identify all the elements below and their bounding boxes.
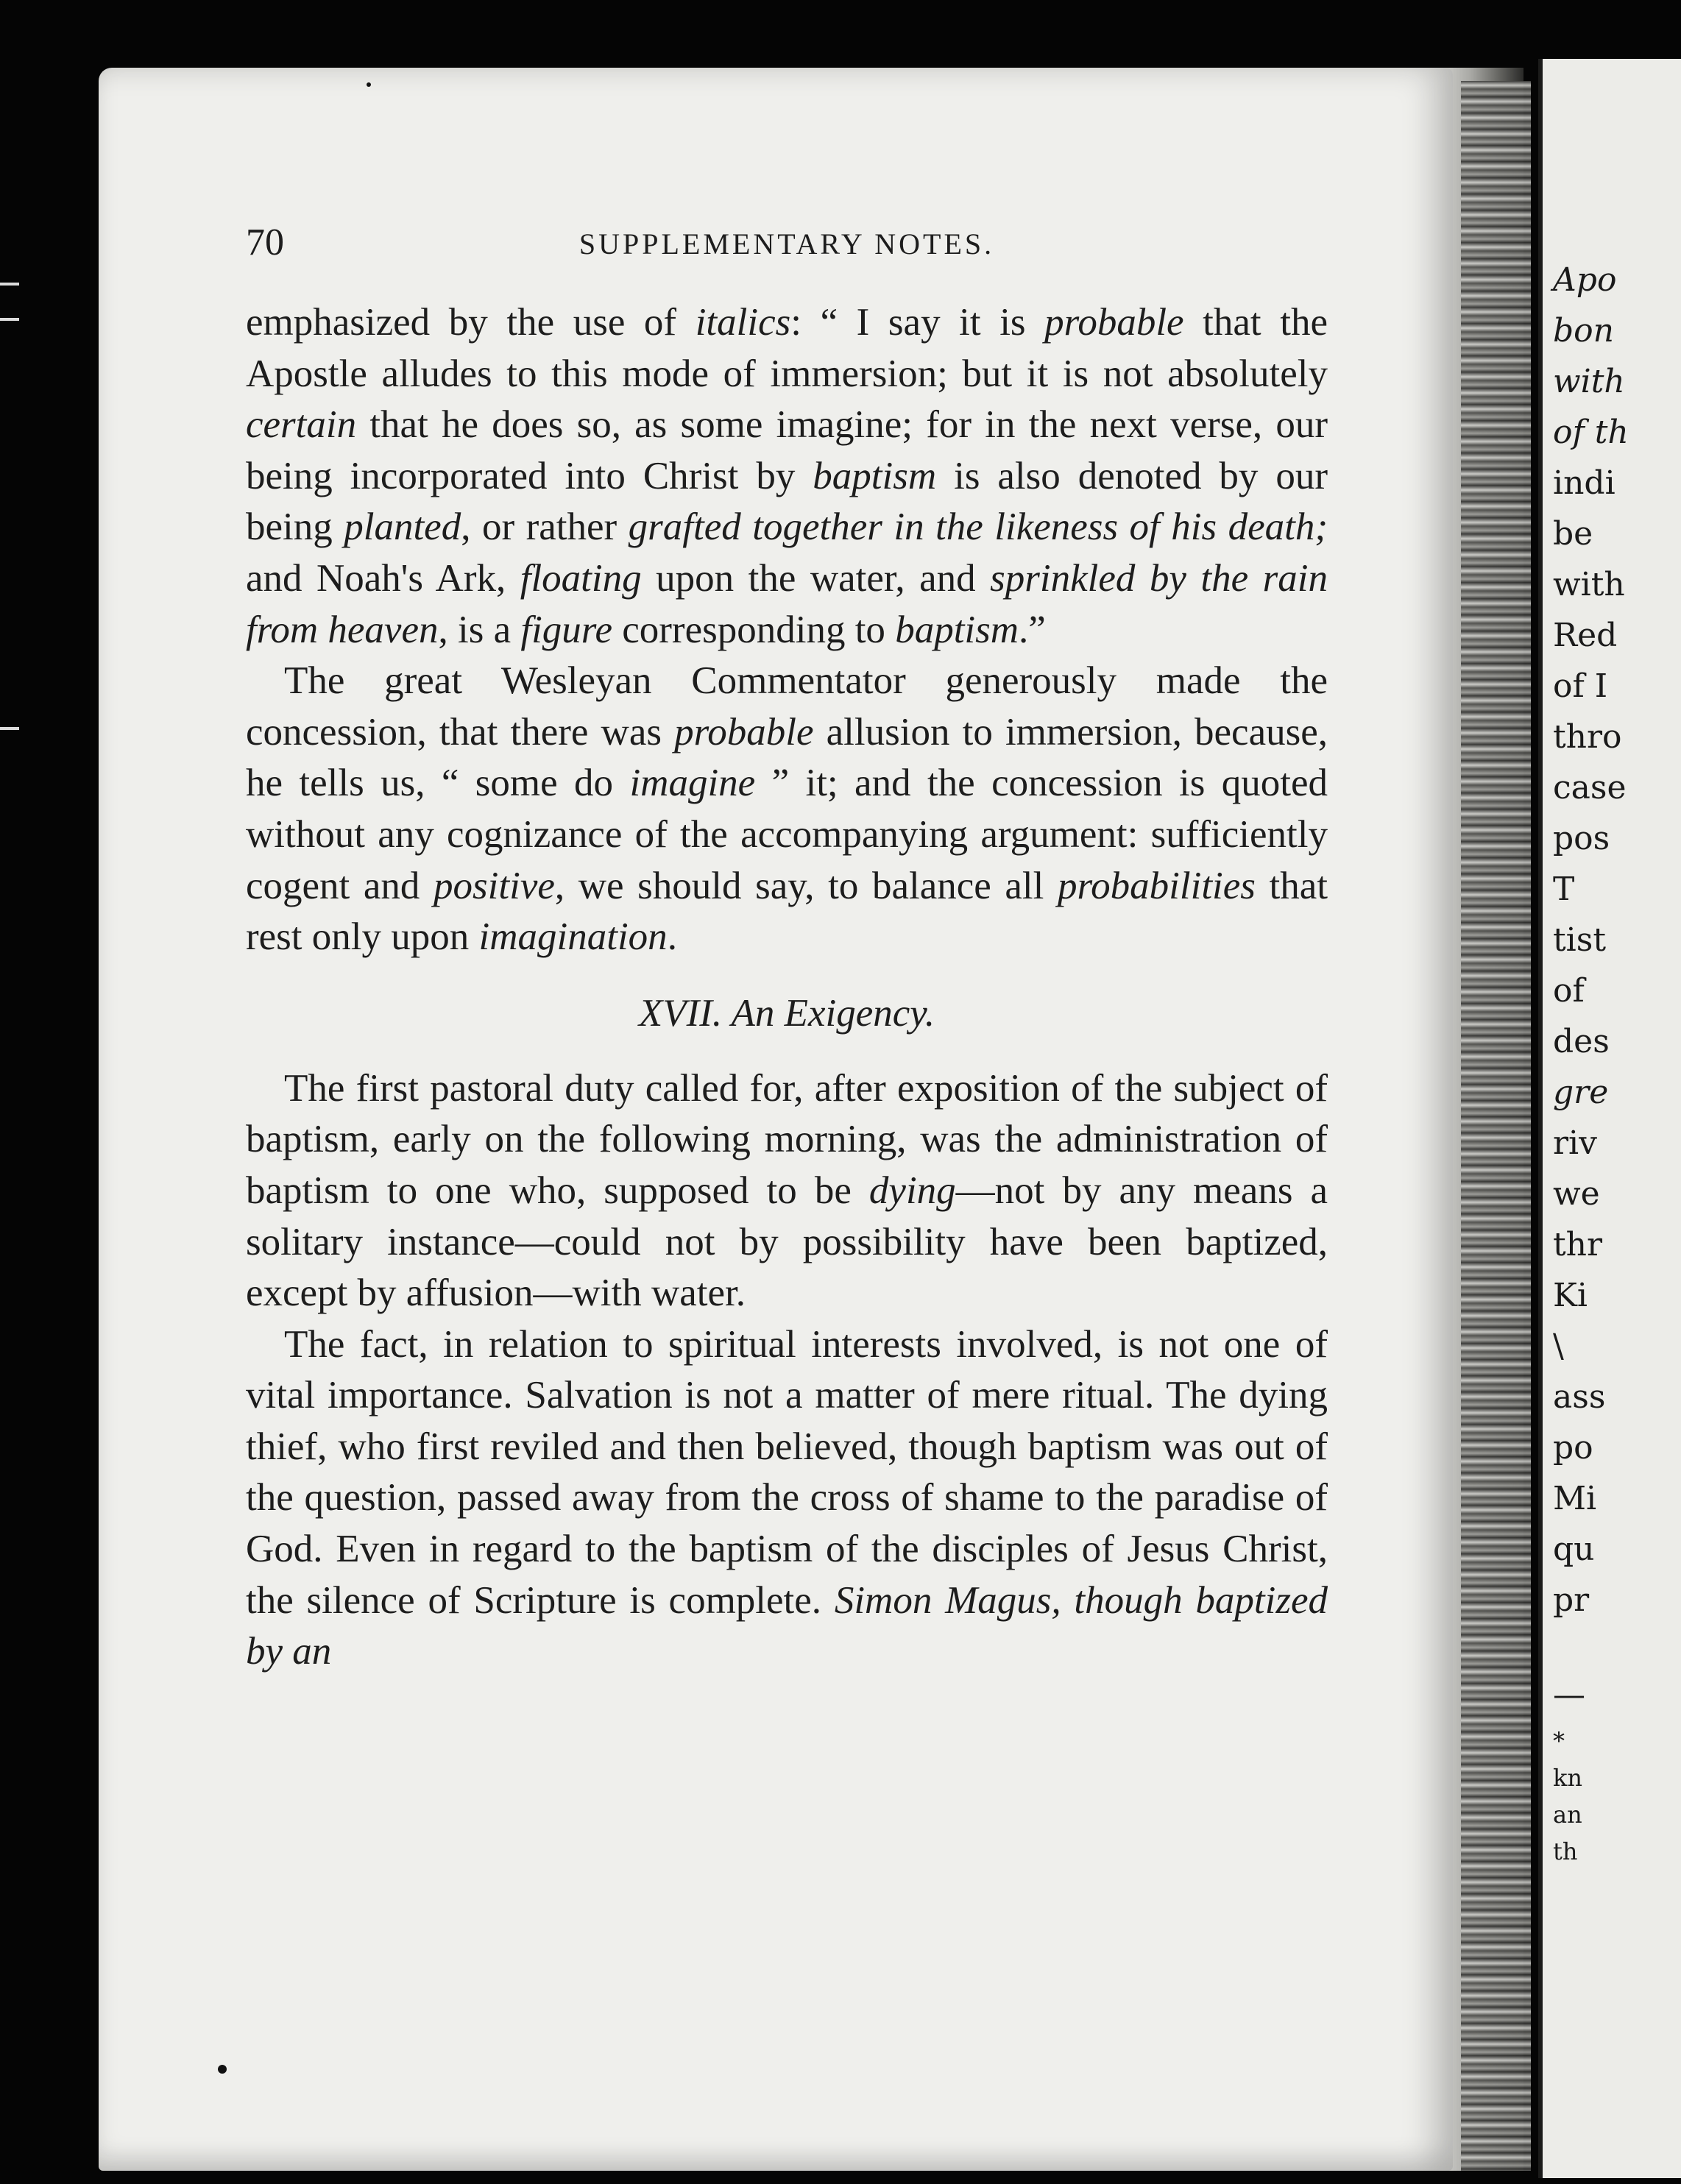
paragraph — [246, 1319, 1328, 1678]
facing-page-fragment: of I — [1553, 667, 1608, 705]
facing-page-fragment: kn — [1553, 1764, 1582, 1792]
text-run: , we should say, to balance all — [554, 864, 1058, 907]
italic-text: italics — [695, 301, 791, 344]
text-run: emphasized by the use of — [246, 301, 696, 344]
facing-page-fragment: des — [1553, 1023, 1610, 1060]
text-run: , or rather — [461, 506, 629, 549]
ink-speck — [367, 82, 371, 87]
text-run: , is a — [438, 608, 521, 651]
facing-page-fragment: we — [1553, 1175, 1600, 1213]
facing-page-fragment: indi — [1553, 464, 1615, 502]
text-run: and Noah's Ark, — [246, 556, 520, 600]
margin-mark — [0, 283, 19, 286]
section-heading: XVII. An Exigency. — [638, 991, 935, 1035]
paragraph — [246, 1063, 1328, 1319]
facing-page-fragment: pos — [1553, 820, 1610, 857]
italic-text: imagination — [478, 915, 668, 959]
facing-page-fragment: th — [1553, 1837, 1578, 1865]
italic-text: planted — [344, 506, 461, 549]
italic-text: floating — [520, 556, 642, 600]
text-run: The first pastoral duty called for, after exposition of the subject of baptism, early on the following morning, was the administration of baptism to one who, supposed to be — [246, 1066, 1328, 1212]
facing-page-fragment: * — [1553, 1727, 1565, 1755]
facing-page-fragment: of — [1553, 972, 1585, 1010]
text-run: : “ I say it is — [790, 301, 1045, 344]
text-run: .” — [1019, 608, 1046, 651]
text-run: allusion to immersion, because, he tells us, “ some do — [246, 710, 1328, 805]
italic-text: Simon Magus, though baptized by an — [246, 1578, 1328, 1673]
text-run: ” it; and the concession is quoted without any cognizance of the accompanying argument: sufficiently cogent and — [246, 762, 1328, 907]
italic-text: certain — [246, 403, 357, 447]
text-run: corresponding to — [612, 608, 896, 651]
ink-speck — [218, 2065, 227, 2074]
facing-page-fragment: an — [1553, 1801, 1582, 1829]
italic-text: probable — [1044, 301, 1184, 344]
facing-page-fragment: with — [1553, 363, 1625, 400]
facing-page-fragment: — — [1553, 1676, 1585, 1714]
text-run: The great Wesleyan Commentator generously made the concession, that there was — [246, 659, 1328, 754]
facing-page-fragment: thr — [1553, 1226, 1603, 1263]
italic-text: baptism — [895, 608, 1019, 651]
text-run: that rest only upon — [246, 864, 1328, 959]
facing-page-fragment: case — [1553, 769, 1627, 806]
italic-text: probable — [674, 710, 814, 754]
italic-text: probabilities — [1057, 864, 1256, 907]
book-binding — [1461, 81, 1531, 2171]
facing-page-fragment: thro — [1553, 718, 1622, 756]
facing-page-fragment: bon — [1553, 312, 1614, 350]
text-run: is also denoted by our being — [246, 454, 1328, 549]
text-run: The fact, in relation to spiritual interests involved, is not one of vital importance. Salvation is not a matter of mere ritual. The dying thief, who first reviled and then believed, though baptism was out of the question, passed away from the cross of shame to the paradise of God. Even in regard to the baptism of the disciples of Jesus Christ, the silence of Scripture is complete. — [246, 1322, 1328, 1622]
facing-page-fragment: Ki — [1553, 1277, 1588, 1314]
facing-page-fragment: ass — [1553, 1378, 1606, 1416]
margin-mark — [0, 727, 19, 730]
facing-page-fragment: riv — [1553, 1124, 1597, 1162]
facing-page-fragment: qu — [1553, 1531, 1595, 1568]
margin-mark — [0, 318, 19, 321]
facing-page-fragment: Mi — [1553, 1480, 1597, 1517]
facing-page-fragment: of th — [1553, 414, 1629, 451]
facing-page-fragment: tist — [1553, 921, 1607, 959]
page-body — [246, 297, 1328, 1678]
facing-page-fragment: pr — [1553, 1581, 1590, 1619]
italic-text: figure — [520, 608, 612, 651]
italic-text: sprinkled by the rain from heaven — [246, 556, 1328, 651]
facing-page-fragment: gre — [1553, 1074, 1609, 1111]
facing-page-fragment: Apo — [1553, 261, 1617, 299]
facing-page-fragment: with — [1553, 566, 1625, 603]
facing-page-fragment: T — [1553, 871, 1575, 908]
facing-page-fragment: po — [1553, 1429, 1593, 1467]
text-run: that the Apostle alludes to this mode of immersion; but it is not absolutely — [246, 301, 1328, 395]
text-run: . — [667, 915, 677, 959]
paragraph — [246, 297, 1328, 656]
paragraph — [246, 656, 1328, 963]
page-number: 70 — [246, 221, 284, 263]
facing-page-fragment: be — [1553, 515, 1593, 553]
page-header — [246, 221, 1328, 272]
italic-text: dying — [868, 1169, 956, 1212]
italic-text: grafted together in the likeness of his death; — [628, 506, 1328, 549]
text-run: that he does so, as some imagine; for in the next verse, our being incorporated into Christ by — [246, 403, 1328, 497]
italic-text: positive — [433, 864, 555, 907]
italic-text: imagine — [629, 762, 756, 805]
facing-page-fragment: \ — [1553, 1327, 1564, 1365]
running-head: SUPPLEMENTARY NOTES. — [578, 227, 995, 260]
facing-page-fragment: Red — [1553, 617, 1618, 654]
text-run: —not by any means a solitary instance—could not by possibility have been baptized, except by affusion—with water. — [246, 1169, 1328, 1315]
text-run: upon the water, and — [641, 556, 991, 600]
italic-text: baptism — [813, 454, 937, 497]
